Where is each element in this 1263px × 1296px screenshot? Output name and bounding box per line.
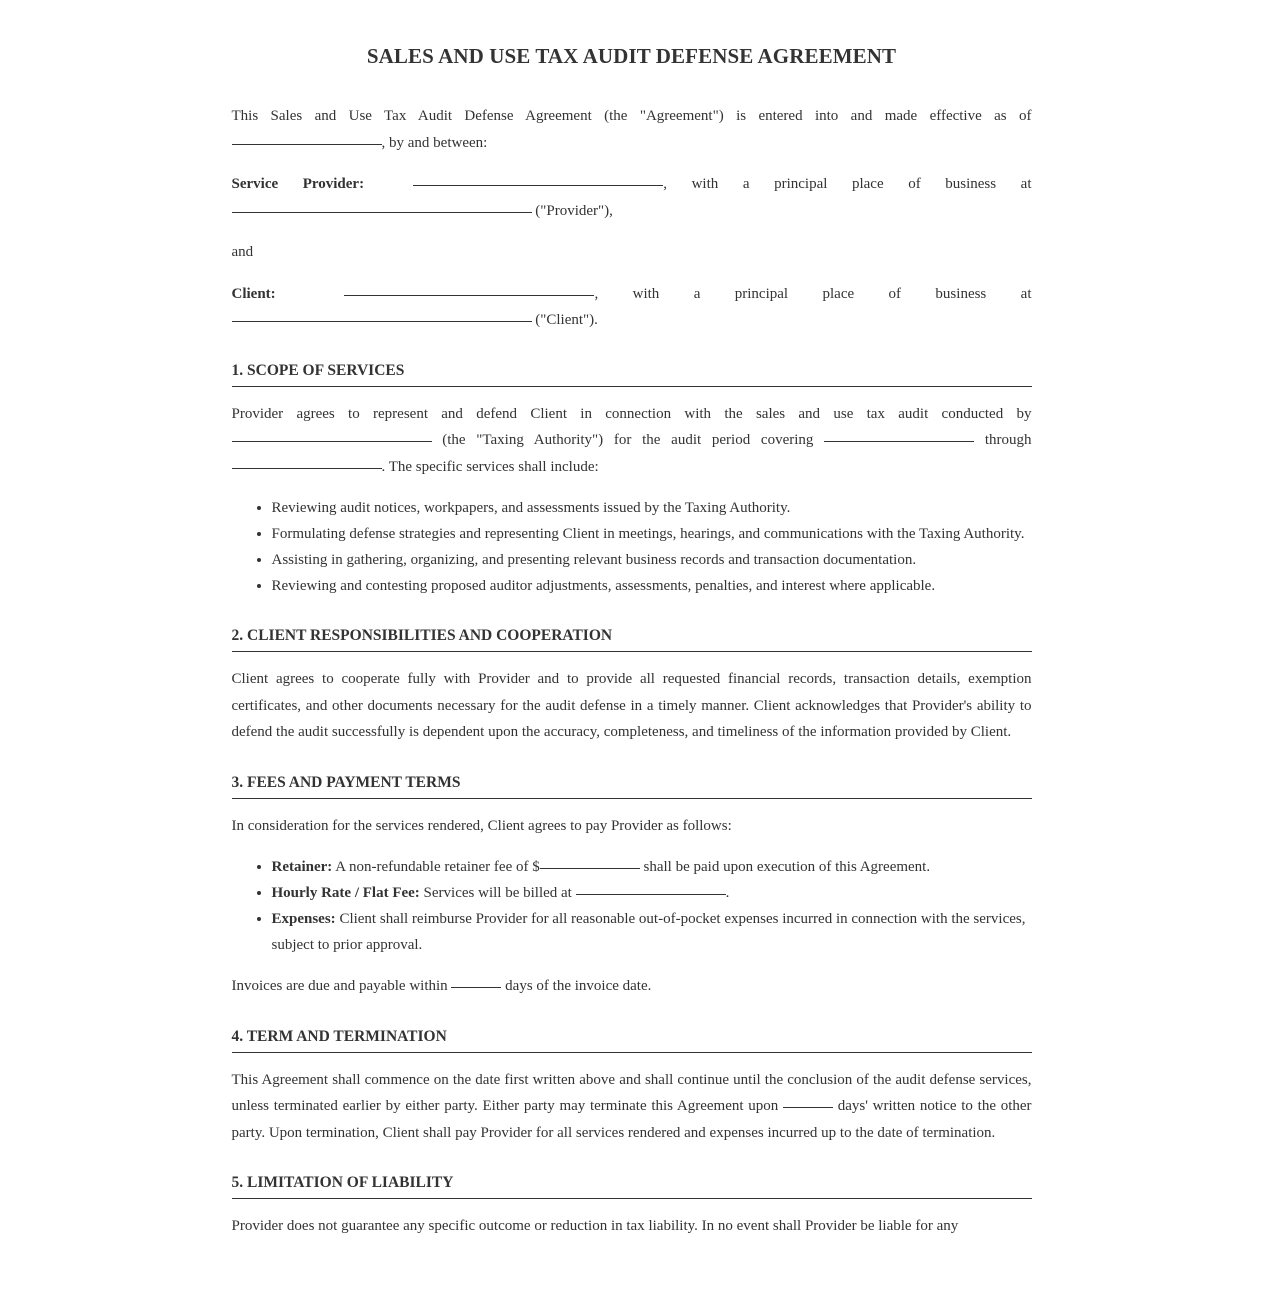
provider-paragraph [232,171,1032,224]
expenses-label: Expenses: [271,911,336,927]
effective-date-blank[interactable] [232,129,382,145]
list-item: • Reviewing and contesting proposed auditor adjustments, assessments, penalties, and interest where applicable. [272,573,1032,599]
document-title: SALES AND USE TAX AUDIT DEFENSE AGREEMENT [366,44,897,68]
retainer-fee-blank[interactable] [540,853,640,869]
provider-address-blank[interactable] [232,197,532,213]
section-1-text-1: Provider agrees to represent and defend Client in connection with the sales and use tax audit conducted by [231,405,1032,422]
retainer-text-1: A non-refundable retainer fee of $ [335,859,540,875]
section-1-text-4: . The specific services shall include: [381,458,599,475]
invoice-paragraph [232,973,1032,1000]
section-5-paragraph: Provider does not guarantee any specific outcome or reduction in tax liability. In no event shall Provider be liable for any [231,1218,959,1234]
retainer-text-2: shall be paid upon execution of this Agreement. [643,859,931,875]
and-text: and [231,244,254,260]
notice-days-blank[interactable] [783,1092,833,1108]
section-3-intro: In consideration for the services rendered, Client agrees to pay Provider as follows: [231,817,732,834]
client-paragraph [232,281,1032,334]
section-1-text-3: through [984,432,1032,448]
intro-text-2: , by and between: [381,134,488,151]
section-4-paragraph [232,1067,1032,1147]
invoice-text-1: Invoices are due and payable within [231,978,448,994]
client-label: Client: [231,285,276,302]
provider-text-1: , with a principal place of business at [663,176,1032,192]
section-1-paragraph [232,401,1032,481]
expenses-text: Client shall reimburse Provider for all reasonable out-of-pocket expenses incurred in connection with the services, subject to prior approval. [271,911,1026,953]
client-text-1: , with a principal place of business at [594,285,1032,302]
section-4-text-2: days' written notice to the other party. Upon termination, Client shall pay Provider for all services rendered and expenses incurred up to the date of termination. [231,1098,1032,1141]
hourly-text-1: Services will be billed at [423,885,572,901]
section-5-heading: 5. LIMITATION OF LIABILITY [232,1172,1032,1199]
retainer-label: Retainer: [271,859,333,875]
list-item [272,854,1032,880]
list-item [272,880,1032,906]
section-4-text-1: This Agreement shall commence on the date first written above and shall continue until the conclusion of the audit defense services, unless terminated earlier by either party. Either party may terminate this Agreement upon [231,1071,1032,1114]
invoice-days-blank[interactable] [451,972,501,988]
section-3-heading: 3. FEES AND PAYMENT TERMS [232,772,1032,799]
client-name-blank[interactable] [344,280,594,296]
agreement-document [232,0,1032,1240]
list-item [272,906,1032,958]
taxing-authority-blank[interactable] [232,426,432,442]
intro-text-1: This Sales and Use Tax Audit Defense Agreement (the "Agreement") is entered into and made effective as of [231,108,1032,124]
hourly-text-2: . [725,885,730,901]
section-2-paragraph: Client agrees to cooperate fully with Provider and to provide all requested financial records, transaction details, exemption certificates, and other documents necessary for the audit defense in a timely manner. Client acknowledges that Provider's ability to defend the audit successfully is dependent upon the accuracy, completeness, and timeliness of the information provided by Client. [231,671,1032,740]
hourly-label: Hourly Rate / Flat Fee: [271,885,420,901]
list-item: • Reviewing audit notices, workpapers, and assessments issued by the Taxing Authority. [272,495,1032,521]
list-item: • Formulating defense strategies and representing Client in meetings, hearings, and communications with the Taxing Authority. [272,521,1032,547]
section-2-heading: 2. CLIENT RESPONSIBILITIES AND COOPERATION [232,625,1032,652]
section-1-heading: 1. SCOPE OF SERVICES [232,360,1032,387]
provider-label: Service Provider: [231,176,365,192]
hourly-rate-blank[interactable] [576,879,726,895]
section-1-text-2: (the "Taxing Authority") for the audit period covering [442,432,814,448]
provider-name-blank[interactable] [413,170,663,186]
services-list [232,495,1032,599]
audit-period-end-blank[interactable] [232,453,382,469]
section-4-heading: 4. TERM AND TERMINATION [232,1026,1032,1053]
fees-list [232,854,1032,958]
client-address-blank[interactable] [232,306,532,322]
audit-period-start-blank[interactable] [824,426,974,442]
intro-paragraph [232,103,1032,156]
list-item: • Assisting in gathering, organizing, and presenting relevant business records and transaction documentation. [272,547,1032,573]
provider-text-2: ("Provider"), [535,202,613,219]
invoice-text-2: days of the invoice date. [505,978,652,994]
client-text-2: ("Client"). [535,312,598,328]
